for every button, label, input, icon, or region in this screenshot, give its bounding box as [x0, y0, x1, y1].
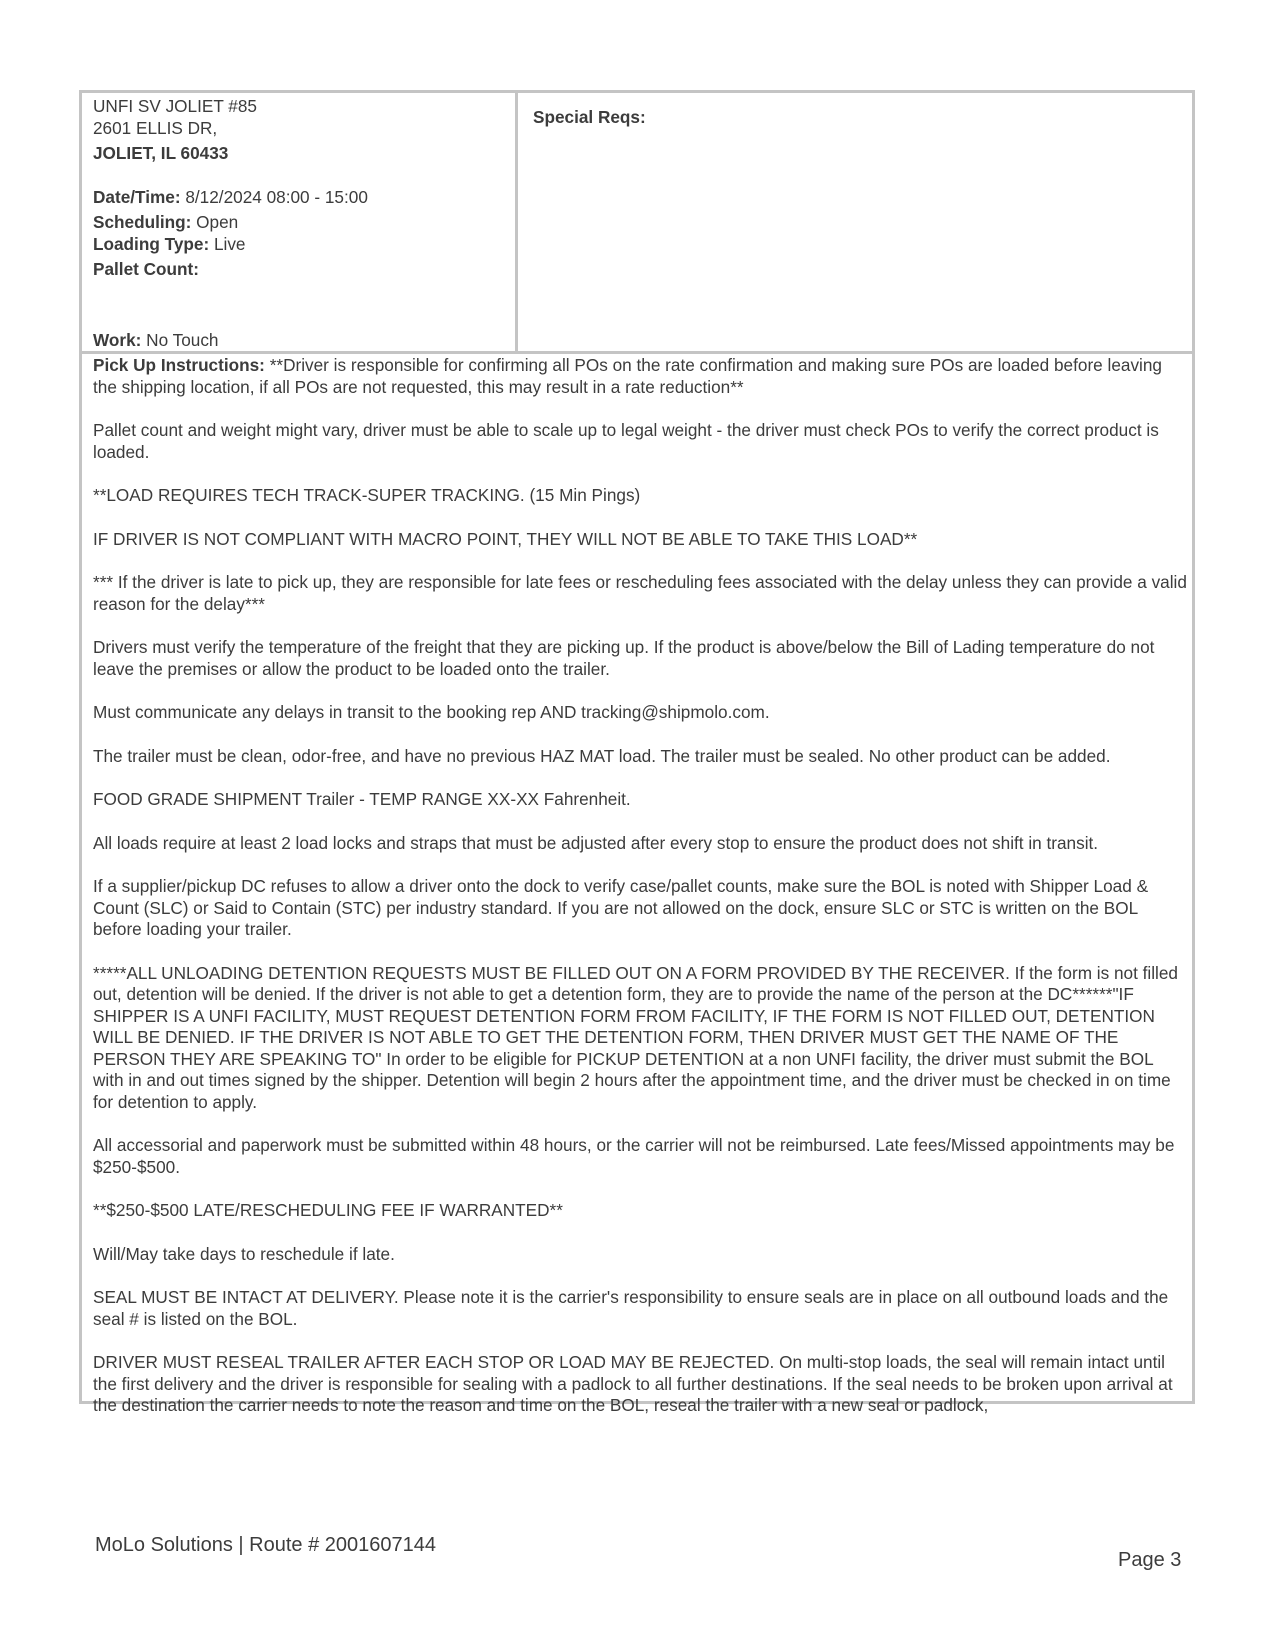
special-reqs-cell: [518, 93, 1192, 351]
instruction-paragraph: [93, 355, 1188, 398]
instruction-paragraph: Must communicate any delays in transit to the booking rep AND tracking@shipmolo.com.: [93, 702, 770, 722]
instruction-paragraph: The trailer must be clean, odor-free, and have no previous HAZ MAT load. The trailer must be sealed. No other product can be added.: [93, 745, 1111, 766]
work-row: [93, 330, 218, 352]
instruction-paragraph: SEAL MUST BE INTACT AT DELIVERY. Please note it is the carrier's responsibility to ensure seals are in place on all outbound loads and the seal # is listed on the BOL.: [93, 1287, 1169, 1329]
scheduling-label: Scheduling:: [93, 212, 192, 232]
scheduling-row: [93, 212, 505, 234]
instruction-paragraph: *** If the driver is late to pick up, they are responsible for late fees or rescheduling fees associated with the delay unless they can provide a valid reason for the delay***: [93, 572, 1187, 614]
scheduling-value: Open: [196, 212, 239, 232]
instruction-paragraph: Will/May take days to reschedule if late.: [93, 1243, 395, 1264]
stop-summary-row: [82, 93, 1192, 354]
page-number: Page 3: [1118, 1549, 1182, 1571]
facility-name: UNFI SV JOLIET #85: [93, 96, 257, 116]
instruction-paragraph: Pallet count and weight might vary, driver must be able to scale up to legal weight - the driver must check POs to verify the correct product is loaded.: [93, 420, 1159, 462]
pallet-count-label: Pallet Count:: [93, 259, 199, 279]
pickup-instructions: [82, 354, 1192, 1415]
instruction-paragraph: *****ALL UNLOADING DETENTION REQUESTS MUST BE FILLED OUT ON A FORM PROVIDED BY THE RECEIVER. If the form is not filled out, detention will be denied. If the driver is not able to get a detention form, they are to provide the name of the person at the DC******"IF SHIPPER IS A UNFI FACILITY, MUST REQUEST DETENTION FORM FROM FACILITY, IF THE FORM IS NOT FILLED OUT, DETENTION WILL BE DENIED. IF THE DRIVER IS NOT ABLE TO GET THE DETENTION FORM, THEN DRIVER MUST GET THE NAME OF THE PERSON THEY ARE SPEAKING TO" In order to be eligible for PICKUP DETENTION at a non UNFI facility, the driver must submit the BOL with in and out times signed by the shipper. Detention will begin 2 hours after the appointment time, and the driver must be checked in on time for detention to apply.: [93, 962, 1178, 1112]
stop-details-table: [79, 90, 1195, 1415]
instruction-text: **Driver is responsible for confirming all POs on the rate confirmation and making sure POs are loaded before leaving the shipping location, if all POs are not requested, this may result in a rate reduction**: [93, 355, 1162, 397]
instruction-paragraph: IF DRIVER IS NOT COMPLIANT WITH MACRO POINT, THEY WILL NOT BE ABLE TO TAKE THIS LOAD**: [93, 528, 918, 549]
loading-type-value: Live: [213, 233, 246, 254]
special-reqs-label: Special Reqs:: [533, 107, 646, 127]
street-address: 2601 ELLIS DR,: [93, 117, 218, 138]
datetime-value: 8/12/2024 08:00 - 15:00: [185, 186, 368, 207]
stop-info-cell: [82, 93, 518, 351]
instruction-paragraph: **LOAD REQUIRES TECH TRACK-SUPER TRACKING. (15 Min Pings): [93, 485, 641, 505]
instruction-paragraph: If a supplier/pickup DC refuses to allow a driver onto the dock to verify case/pallet counts, make sure the BOL is noted with Shipper Load & Count (SLC) or Said to Contain (STC) per industry standard. If you are not allowed on the dock, ensure SLC or STC is written on the BOL before loading your trailer.: [93, 876, 1149, 939]
instruction-paragraph: DRIVER MUST RESEAL TRAILER AFTER EACH STOP OR LOAD MAY BE REJECTED. On multi-stop loads, the seal will remain intact until the first delivery and the driver is responsible for sealing with a padlock to all further destinations. If the seal needs to be broken upon arrival at the destination the carrier needs to note the reason and time on the BOL, reseal the trailer with a new seal or padlock,: [93, 1352, 1173, 1415]
instruction-paragraph: All accessorial and paperwork must be submitted within 48 hours, or the carrier will not be reimbursed. Late fees/Missed appointments may be $250-$500.: [93, 1135, 1175, 1177]
work-value: No Touch: [146, 329, 219, 350]
instruction-paragraph: All loads require at least 2 load locks and straps that must be adjusted after every stop to ensure the product does not shift in transit.: [93, 832, 1099, 853]
pallet-count-row: [93, 259, 505, 281]
work-label: Work:: [93, 329, 142, 350]
loading-type-row: [93, 234, 505, 256]
instruction-paragraph: **$250-$500 LATE/RESCHEDULING FEE IF WARRANTED**: [93, 1200, 563, 1220]
datetime-label: Date/Time:: [93, 186, 181, 207]
instruction-paragraph: Drivers must verify the temperature of the freight that they are picking up. If the product is above/below the Bill of Lading temperature do not leave the premises or allow the product to be loaded onto the trailer.: [93, 637, 1155, 679]
footer-route-info: MoLo Solutions | Route # 2001607144: [95, 1534, 437, 1556]
loading-type-label: Loading Type:: [93, 233, 210, 254]
instruction-paragraph: FOOD GRADE SHIPMENT Trailer - TEMP RANGE XX-XX Fahrenheit.: [93, 789, 631, 809]
city-state-zip: JOLIET, IL 60433: [93, 143, 229, 163]
pickup-instructions-label: Pick Up Instructions:: [93, 355, 265, 375]
datetime-row: [93, 187, 505, 209]
